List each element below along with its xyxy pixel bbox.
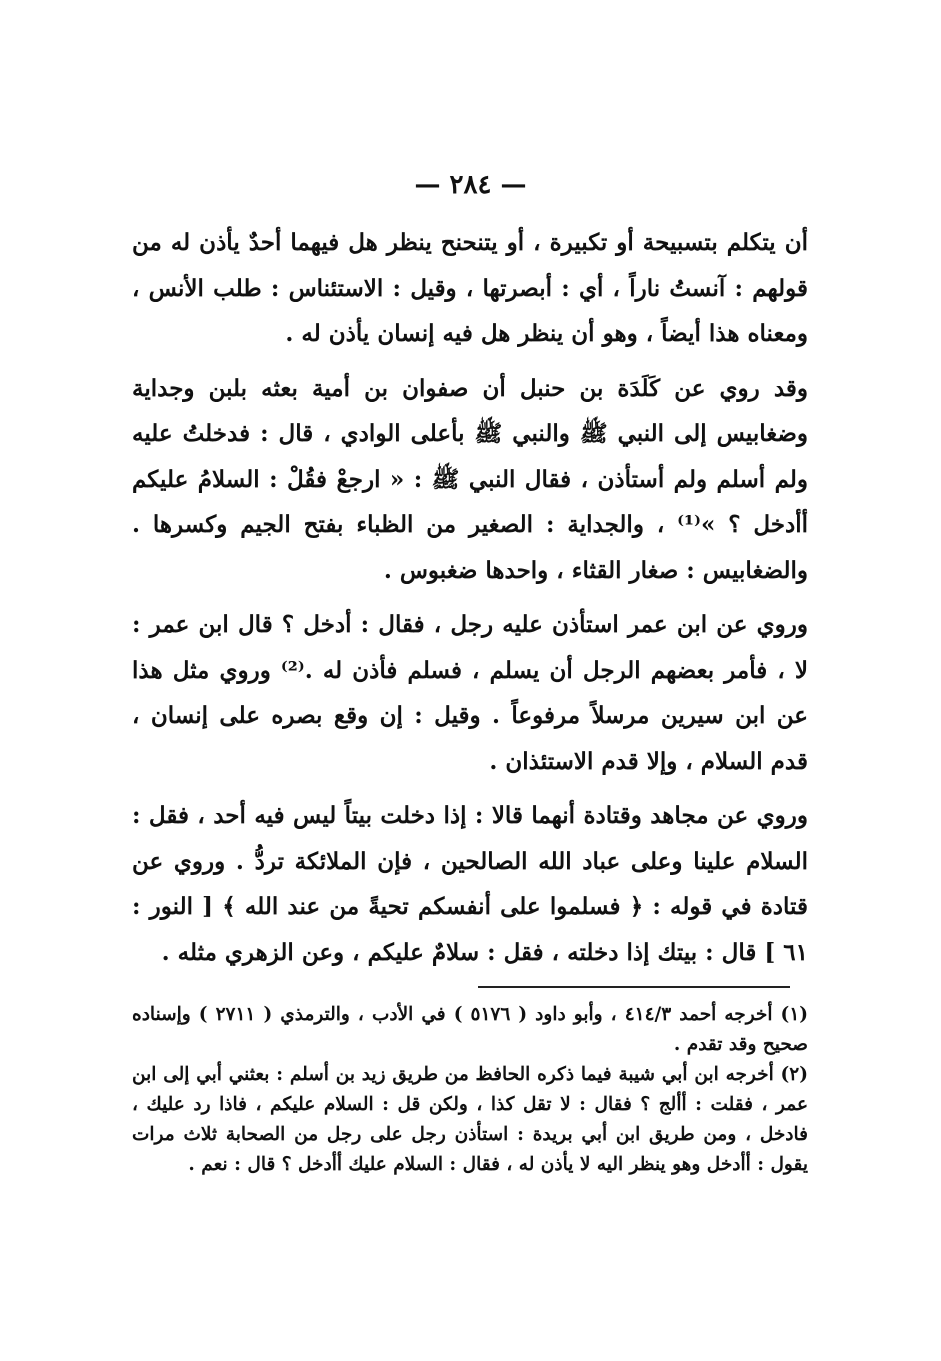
page-number: — ٢٨٤ — xyxy=(414,170,527,200)
paragraph-3: وروي عن ابن عمر استأذن عليه رجل ، فقال : أدخل ؟ قال ابن عمر : لا ، فأمر بعضهم الرجل أن يسلم ، فسلم فأذن له .⁽²⁾ وروي مثل هذا عن ابن سيرين مرسلاً مرفوعاً . وقيل : إن وقع بصره على إنسان ، قدم السلام ، وإلا قدم الاستئذان . xyxy=(132,611,808,775)
main-text xyxy=(132,220,808,975)
footnote-1: (١) أخرجه أحمد ٤١٤/٣ ، وأبو داود ( ٥١٧٦ ) في الأدب ، والترمذي ( ٢٧١١ ) وإسناده صحيح وقد تقدم . xyxy=(132,1004,809,1055)
footnotes xyxy=(132,1000,808,1180)
paragraph-1: أن يتكلم بتسبيحة أو تكبيرة ، أو يتنحنح ينظر هل فيهما أحدٌ يأذن له من قولهم : آنستُ ناراً ، أي : أبصرتها ، وقيل : الاستئناس : طلب الأنس ، ومعناه هذا أيضاً ، وهو أن ينظر هل فيه إنسان يأذن له . xyxy=(132,229,808,347)
footnote-2: (٢) أخرجه ابن أبي شيبة فيما ذكره الحافظ من طريق زيد بن أسلم : بعثني أبي إلى ابن عمر ، فقلت : أألج ؟ فقال : لا تقل كذا ، ولكن قل : السلام عليكم ، فاذا رد عليك ، فادخل ، ومن طريق ابن أبي بريدة : استأذن رجل على رجل من الصحابة ثلاث مرات يقول : أأدخل وهو ينظر اليه لا يأذن له ، فقال : السلام عليك أأدخل ؟ قال : نعم . xyxy=(132,1064,808,1175)
paragraph-2: وقد روي عن كَلَدَة بن حنبل أن صفوان بن أمية بعثه بلبن وجداية وضغابيس إلى النبي ﷺ والنبي ﷺ بأعلى الوادي ، قال : فدخلتُ عليه ولم أسلم ولم أستأذن ، فقال النبي ﷺ : « ارجعْ فقُلْ : السلامُ عليكم أأدخل ؟ »⁽¹⁾ ، والجداية : الصغير من الظباء بفتح الجيم وكسرها . والضغابيس : صغار القثاء ، واحدها ضغبوس . xyxy=(132,374,808,584)
paragraph-4: وروي عن مجاهد وقتادة أنهما قالا : إذا دخلت بيتاً ليس فيه أحد ، فقل : السلام علينا وعلى عباد الله الصالحين ، فإن الملائكة تردُّ . وروي عن قتادة في قوله : ﴿ فسلموا على أنفسكم تحيةً من عند الله ﴾ [ النور : ٦١ ] قال : بيتك إذا دخلته ، فقل : سلامٌ عليكم ، وعن الزهري مثله . xyxy=(132,802,808,966)
footnote-divider xyxy=(478,986,790,988)
